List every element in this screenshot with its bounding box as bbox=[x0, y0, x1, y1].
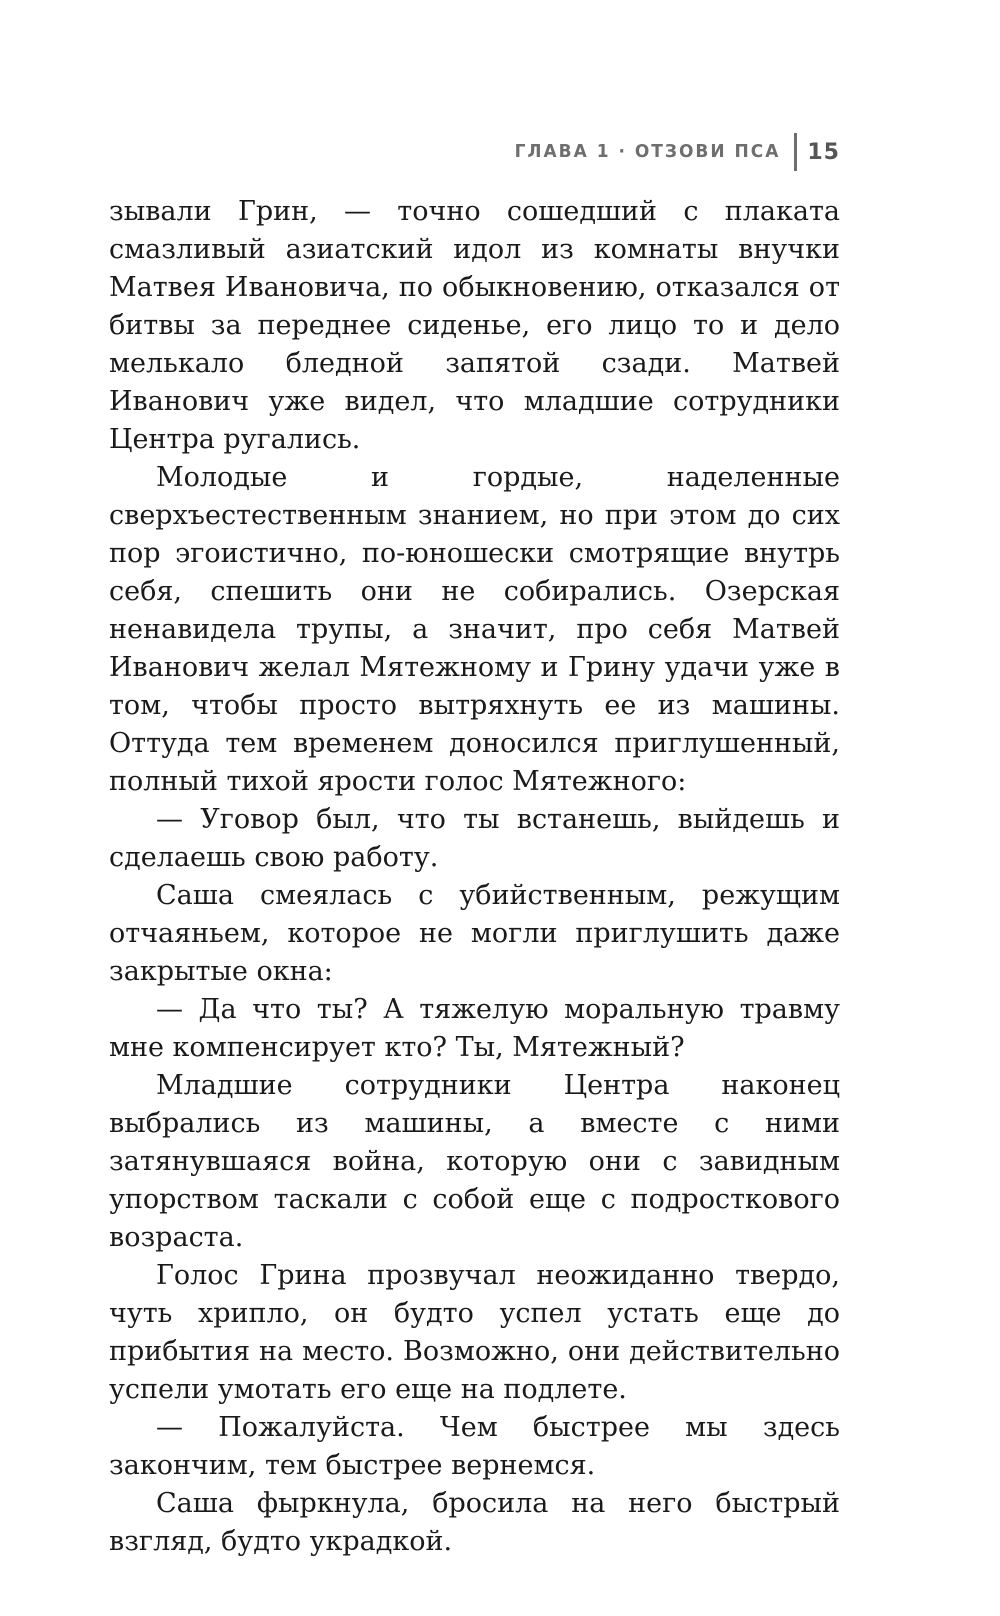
paragraph: Молодые и гордые, наделенные сверхъестественным знанием, но при этом до сих пор эгоистично, по-юношески смотрящие внутрь себя, спешить они не собирались. Озерская ненавидела трупы, а значит, про себя Матвей Иванович желал Мятежному и Грину удачи уже в том, чтобы просто вытряхнуть ее из машины. Оттуда тем временем доносился приглушенный, полный тихой ярости голос Мятежного: bbox=[109, 462, 840, 797]
page-number: 15 bbox=[807, 139, 840, 165]
dialogue-line: — Пожалуйста. Чем быстрее мы здесь закончим, тем быстрее вернемся. bbox=[109, 1412, 840, 1481]
paragraph: Младшие сотрудники Центра наконец выбрались из машины, а вместе с ними затянувшаяся война, которую они с завидным упорством таскали с собой еще с подросткового возраста. bbox=[109, 1070, 840, 1253]
paragraph: зывали Грин, — точно сошедший с плаката смазливый азиатский идол из комнаты внучки Матвея Ивановича, по обыкновению, отказался от битвы за переднее сиденье, его лицо то и дело мелькало бледной запятой сзади. Матвей Иванович уже видел, что младшие сотрудники Центра ругались. bbox=[109, 196, 840, 455]
paragraph: Саша фыркнула, бросила на него быстрый взгляд, будто украдкой. bbox=[109, 1488, 840, 1557]
header-divider bbox=[794, 133, 797, 171]
paragraph: Саша смеялась с убийственным, режущим отчаяньем, которое не могли приглушить даже закрытые окна: bbox=[109, 880, 840, 987]
body-text bbox=[109, 193, 840, 1561]
chapter-title: ГЛАВА 1 · ОТЗОВИ ПСА bbox=[514, 141, 781, 163]
running-header bbox=[515, 132, 840, 172]
dialogue-line: — Да что ты? А тяжелую моральную травму мне компенсирует кто? Ты, Мятежный? bbox=[109, 994, 840, 1063]
dialogue-line: — Уговор был, что ты встанешь, выйдешь и сделаешь свою работу. bbox=[109, 804, 840, 873]
paragraph: Голос Грина прозвучал неожиданно твердо, чуть хрипло, он будто успел устать еще до прибытия на место. Возможно, они действительно успели умотать его еще на подлете. bbox=[109, 1260, 840, 1405]
